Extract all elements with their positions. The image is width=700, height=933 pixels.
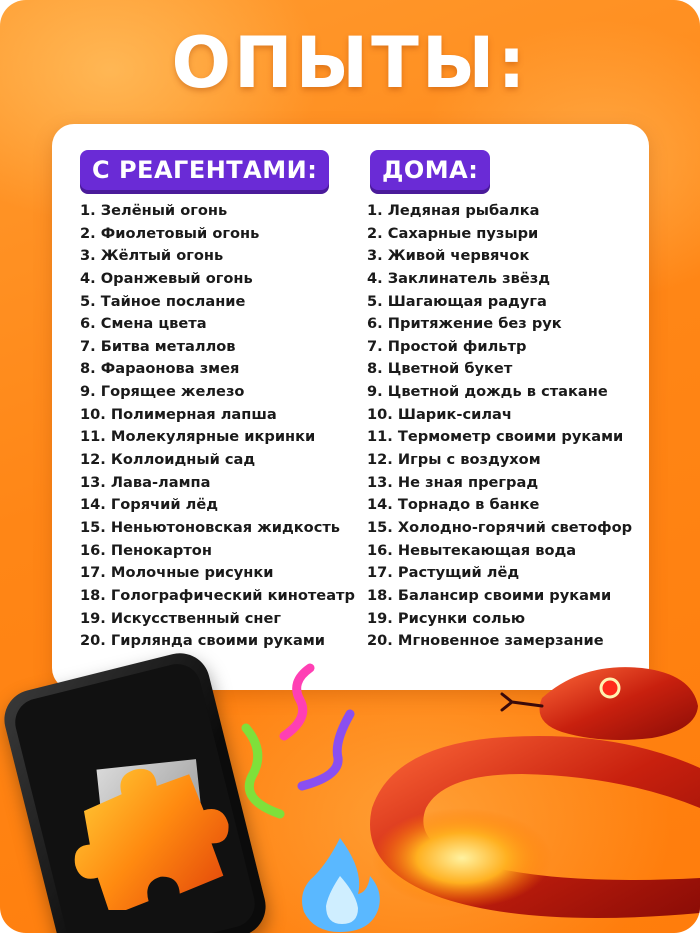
list-item: 15. Холодно-горячий светофор xyxy=(367,518,633,536)
list-item: 19. Рисунки солью xyxy=(367,609,526,627)
list-item: 7. Битва металлов xyxy=(80,337,236,355)
list-item: 11. Молекулярные икринки xyxy=(80,428,316,446)
list-item: 4. Заклинатель звёзд xyxy=(367,269,550,287)
list-item: 5. Тайное послание xyxy=(80,292,246,310)
list-item: 16. Пенокартон xyxy=(80,541,212,559)
list-item: 17. Молочные рисунки xyxy=(80,564,274,582)
list-item: 16. Невытекающая вода xyxy=(367,541,577,559)
list-item: 11. Термометр своими руками xyxy=(367,428,624,446)
home-list xyxy=(367,200,647,653)
list-item: 17. Растущий лёд xyxy=(367,564,520,582)
list-item: 5. Шагающая радуга xyxy=(367,292,547,310)
list-item: 8. Фараонова змея xyxy=(80,360,240,378)
list-item: 15. Неньютоновская жидкость xyxy=(80,518,341,536)
list-item: 20. Гирлянда своими руками xyxy=(80,632,326,650)
list-item: 13. Не зная преград xyxy=(367,473,539,491)
list-item: 6. Смена цвета xyxy=(80,315,207,333)
list-item: 14. Торнадо в банке xyxy=(367,496,540,514)
red-snake-icon xyxy=(352,658,700,933)
list-item: 12. Игры с воздухом xyxy=(367,451,541,469)
reagents-list xyxy=(80,200,370,653)
puzzle-piece-icon xyxy=(70,760,230,910)
list-item: 6. Притяжение без рук xyxy=(367,315,562,333)
list-item: 3. Живой червячок xyxy=(367,247,530,265)
green-worm-icon xyxy=(232,722,292,822)
list-item: 2. Сахарные пузыри xyxy=(367,224,539,242)
list-item: 10. Полимерная лапша xyxy=(80,405,277,423)
home-heading: ДОМА: xyxy=(370,150,490,190)
list-item: 13. Лава-лампа xyxy=(80,473,211,491)
list-item: 2. Фиолетовый огонь xyxy=(80,224,260,242)
reagents-heading: С РЕАГЕНТАМИ: xyxy=(80,150,329,190)
page-title: ОПЫТЫ: xyxy=(171,22,529,104)
list-item: 9. Горящее железо xyxy=(80,383,245,401)
list-item: 1. Ледяная рыбалка xyxy=(367,202,540,219)
list-item: 10. Шарик-силач xyxy=(367,405,512,423)
list-item: 7. Простой фильтр xyxy=(367,337,527,355)
list-item: 3. Жёлтый огонь xyxy=(80,247,224,265)
list-item: 18. Балансир своими руками xyxy=(367,586,612,604)
list-item: 20. Мгновенное замерзание xyxy=(367,632,604,650)
list-item: 18. Голографический кинотеатр xyxy=(80,586,355,604)
list-item: 12. Коллоидный сад xyxy=(80,451,256,469)
list-item: 4. Оранжевый огонь xyxy=(80,269,253,287)
list-item: 19. Искусственный снег xyxy=(80,609,282,627)
list-item: 1. Зелёный огонь xyxy=(80,202,228,219)
list-item: 14. Горячий лёд xyxy=(80,496,218,514)
list-item: 8. Цветной букет xyxy=(367,360,513,378)
experiments-card xyxy=(52,124,649,690)
list-item: 9. Цветной дождь в стакане xyxy=(367,383,608,401)
